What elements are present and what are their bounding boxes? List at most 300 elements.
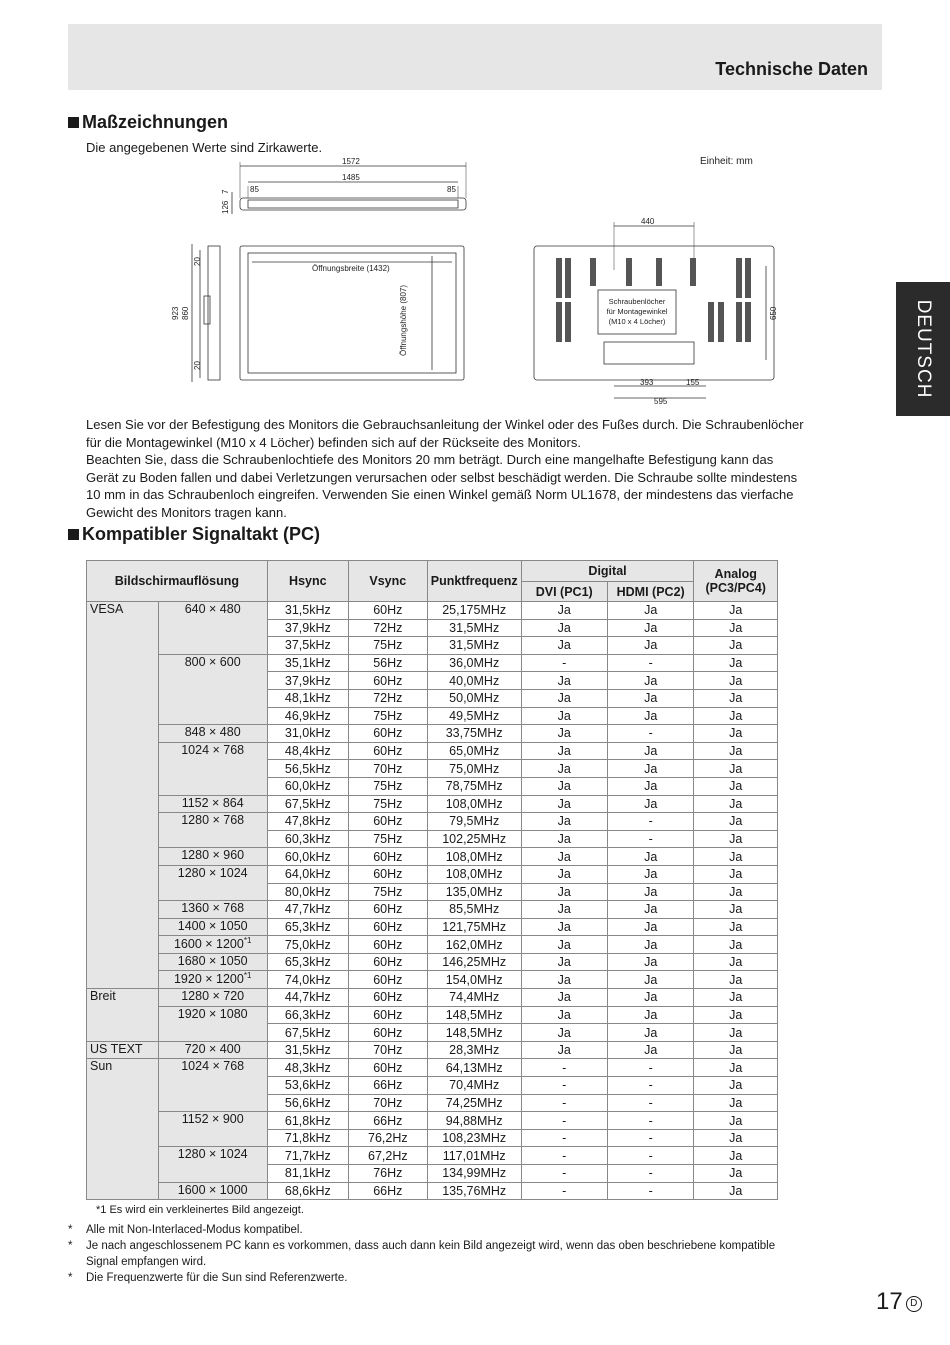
hsync-cell: 65,3kHz <box>267 953 348 971</box>
para-line: 10 mm in das Schraubenloch eingreifen. Verwenden Sie einen Winkel gemäß Norm UL1678, der mindestens das vierfache <box>86 487 794 502</box>
vsync-cell: 60Hz <box>348 901 427 919</box>
group-label: Breit <box>87 989 159 1042</box>
resolution-label: 1280 × 960 <box>181 848 245 863</box>
vsync-cell: 66Hz <box>348 1112 427 1130</box>
resolution-label: 640 × 480 <box>184 602 241 616</box>
analog-cell: Ja <box>694 813 778 831</box>
dim-7: 7 <box>221 189 230 194</box>
para-line: Lesen Sie vor der Befestigung des Monitors die Gebrauchsanleitung der Winkel oder des Fußes durch. Die Schraubenlöcher <box>86 417 804 432</box>
hdmi-cell: Ja <box>607 865 694 883</box>
para-line: Gewicht des Monitors tragen kann. <box>86 504 287 520</box>
dvi-cell: Ja <box>521 953 607 971</box>
pixel-clock-cell: 50,0MHz <box>427 689 521 707</box>
signal-table-body <box>87 602 778 1200</box>
hsync-cell: 60,3kHz <box>267 830 348 848</box>
hsync-cell: 48,4kHz <box>267 742 348 760</box>
analog-cell: Ja <box>694 1182 778 1200</box>
dvi-cell: Ja <box>521 777 607 795</box>
vsync-cell: 66Hz <box>348 1077 427 1095</box>
table-row <box>87 918 778 936</box>
vsync-cell: 75Hz <box>348 637 427 655</box>
dvi-cell: Ja <box>521 619 607 637</box>
dim-393: 393 <box>640 378 654 387</box>
dim-595: 595 <box>654 397 668 406</box>
pixel-clock-cell: 135,76MHz <box>427 1182 521 1200</box>
hsync-cell: 37,5kHz <box>267 637 348 655</box>
hdmi-cell: Ja <box>607 901 694 919</box>
analog-cell: Ja <box>694 971 778 989</box>
table-row <box>87 1059 778 1077</box>
hdmi-cell: - <box>607 1094 694 1112</box>
hdmi-cell: Ja <box>607 602 694 620</box>
resolution-cell <box>158 865 267 900</box>
dim-1485: 1485 <box>342 173 360 182</box>
hsync-cell: 68,6kHz <box>267 1182 348 1200</box>
opening-width-label: Öffnungsbreite (1432) <box>312 264 390 273</box>
vsync-cell: 60Hz <box>348 989 427 1007</box>
pixel-clock-cell: 108,23MHz <box>427 1129 521 1147</box>
hsync-cell: 48,3kHz <box>267 1059 348 1077</box>
vsync-cell: 60Hz <box>348 1006 427 1024</box>
dim-155: 155 <box>686 378 700 387</box>
hdmi-cell: Ja <box>607 689 694 707</box>
header-dvi: DVI (PC1) <box>521 582 607 602</box>
header-resolution: Bildschirmauflösung <box>87 561 268 602</box>
hdmi-cell: Ja <box>607 672 694 690</box>
analog-cell: Ja <box>694 918 778 936</box>
dvi-cell: - <box>521 1165 607 1183</box>
hsync-cell: 74,0kHz <box>267 971 348 989</box>
hdmi-cell: Ja <box>607 619 694 637</box>
hsync-cell: 66,3kHz <box>267 1006 348 1024</box>
vsync-cell: 72Hz <box>348 689 427 707</box>
analog-cell: Ja <box>694 1112 778 1130</box>
resolution-cell <box>158 901 267 919</box>
hdmi-cell: - <box>607 1129 694 1147</box>
dvi-cell: - <box>521 1112 607 1130</box>
page-number <box>876 1288 922 1316</box>
hdmi-cell: - <box>607 1165 694 1183</box>
section-heading-signal <box>68 524 320 545</box>
analog-cell: Ja <box>694 777 778 795</box>
resolution-cell <box>158 602 267 655</box>
vsync-cell: 60Hz <box>348 1024 427 1042</box>
dim-860: 860 <box>181 306 190 320</box>
para-line: Beachten Sie, dass die Schraubenlochtiefe des Monitors 20 mm beträgt. Durch eine mangelhafte Befestigung kann das <box>86 452 774 467</box>
dim-85-left: 85 <box>250 185 259 194</box>
header-hsync: Hsync <box>267 561 348 602</box>
vsync-cell: 60Hz <box>348 813 427 831</box>
pixel-clock-cell: 162,0MHz <box>427 936 521 954</box>
resolution-cell <box>158 989 267 1007</box>
dvi-cell: Ja <box>521 865 607 883</box>
resolution-label: 1280 × 768 <box>181 813 245 828</box>
hdmi-cell: Ja <box>607 883 694 901</box>
footnote-star: * <box>68 1240 73 1252</box>
analog-cell: Ja <box>694 637 778 655</box>
vsync-cell: 60Hz <box>348 918 427 936</box>
header-vsync: Vsync <box>348 561 427 602</box>
analog-cell: Ja <box>694 1024 778 1042</box>
resolution-label: 1280 × 1024 <box>177 865 248 880</box>
pixel-clock-cell: 148,5MHz <box>427 1024 521 1042</box>
screw-label-1: Schraubenlöcher <box>608 297 666 306</box>
header-hdmi: HDMI (PC2) <box>607 582 694 602</box>
table-row <box>87 865 778 883</box>
section-heading-dimensions <box>68 112 228 133</box>
analog-cell: Ja <box>694 795 778 813</box>
resolution-cell <box>158 654 267 724</box>
pixel-clock-cell: 79,5MHz <box>427 813 521 831</box>
approx-note: Die angegebenen Werte sind Zirkawerte. <box>86 140 323 155</box>
header-analog <box>694 561 778 602</box>
vsync-cell: 75Hz <box>348 795 427 813</box>
hsync-cell: 60,0kHz <box>267 848 348 866</box>
vsync-cell: 75Hz <box>348 830 427 848</box>
resolution-cell <box>158 725 267 743</box>
resolution-label: 1400 × 1050 <box>177 918 248 933</box>
para-line: für die Montagewinkel (M10 x 4 Löcher) befinden sich auf der Rückseite des Monitors. <box>86 434 581 450</box>
analog-cell: Ja <box>694 689 778 707</box>
bullet-square-icon <box>68 529 79 540</box>
pixel-clock-cell: 70,4MHz <box>427 1077 521 1095</box>
hsync-cell: 37,9kHz <box>267 672 348 690</box>
resolution-label: 1360 × 768 <box>181 901 245 916</box>
vsync-cell: 76,2Hz <box>348 1129 427 1147</box>
dvi-cell: Ja <box>521 672 607 690</box>
screw-label-3: (M10 x 4 Löcher) <box>608 317 666 326</box>
pixel-clock-cell: 102,25MHz <box>427 830 521 848</box>
resolution-cell <box>158 1041 267 1059</box>
vsync-cell: 75Hz <box>348 777 427 795</box>
dvi-cell: Ja <box>521 848 607 866</box>
analog-cell: Ja <box>694 1147 778 1165</box>
vsync-cell: 60Hz <box>348 602 427 620</box>
page-number-text: 17 <box>876 1288 903 1315</box>
footnote-text <box>86 1239 886 1270</box>
analog-cell: Ja <box>694 989 778 1007</box>
analog-cell: Ja <box>694 1059 778 1077</box>
hdmi-cell: - <box>607 654 694 672</box>
hdmi-cell: Ja <box>607 742 694 760</box>
vsync-cell: 60Hz <box>348 848 427 866</box>
hsync-cell: 75,0kHz <box>267 936 348 954</box>
dim-923: 923 <box>171 306 180 320</box>
dvi-cell: Ja <box>521 971 607 989</box>
pixel-clock-cell: 36,0MHz <box>427 654 521 672</box>
bullet-square-icon <box>68 117 79 128</box>
hdmi-cell: Ja <box>607 637 694 655</box>
hsync-cell: 67,5kHz <box>267 795 348 813</box>
resolution-cell <box>158 953 267 971</box>
pixel-clock-cell: 28,3MHz <box>427 1041 521 1059</box>
pixel-clock-cell: 65,0MHz <box>427 742 521 760</box>
dvi-cell: Ja <box>521 918 607 936</box>
vsync-cell: 70Hz <box>348 1041 427 1059</box>
resolution-cell <box>158 1112 267 1147</box>
table-row <box>87 1182 778 1200</box>
hdmi-cell: - <box>607 813 694 831</box>
language-tab-label: DEUTSCH <box>913 299 934 399</box>
resolution-label: 1600 × 1200 <box>173 937 244 952</box>
resolution-cell <box>158 1182 267 1200</box>
dvi-cell: Ja <box>521 795 607 813</box>
table-row <box>87 1041 778 1059</box>
pixel-clock-cell: 134,99MHz <box>427 1165 521 1183</box>
hdmi-cell: Ja <box>607 760 694 778</box>
analog-cell: Ja <box>694 883 778 901</box>
page-title: Technische Daten <box>715 59 868 79</box>
footnote-star: * <box>68 1272 73 1284</box>
resolution-cell <box>158 936 267 954</box>
pixel-clock-cell: 78,75MHz <box>427 777 521 795</box>
analog-cell: Ja <box>694 1165 778 1183</box>
language-mark-icon: D <box>906 1296 922 1312</box>
hsync-cell: 31,5kHz <box>267 1041 348 1059</box>
hdmi-cell: Ja <box>607 1024 694 1042</box>
hdmi-cell: Ja <box>607 1006 694 1024</box>
footnote-star: * <box>68 1224 73 1236</box>
dvi-cell: Ja <box>521 637 607 655</box>
pixel-clock-cell: 74,4MHz <box>427 989 521 1007</box>
hsync-cell: 61,8kHz <box>267 1112 348 1130</box>
resolution-cell <box>158 971 267 989</box>
hsync-cell: 31,0kHz <box>267 725 348 743</box>
vsync-cell: 60Hz <box>348 971 427 989</box>
resolution-cell <box>158 1006 267 1041</box>
analog-cell: Ja <box>694 760 778 778</box>
analog-cell: Ja <box>694 1077 778 1095</box>
analog-cell: Ja <box>694 672 778 690</box>
dvi-cell: Ja <box>521 760 607 778</box>
resolution-cell <box>158 1147 267 1182</box>
dvi-cell: Ja <box>521 742 607 760</box>
hsync-cell: 47,8kHz <box>267 813 348 831</box>
resolution-label: 1680 × 1050 <box>177 953 248 968</box>
hdmi-cell: Ja <box>607 936 694 954</box>
vsync-cell: 60Hz <box>348 865 427 883</box>
hdmi-cell: - <box>607 1147 694 1165</box>
resolution-cell <box>158 848 267 866</box>
hsync-cell: 35,1kHz <box>267 654 348 672</box>
resolution-cell <box>158 795 267 813</box>
vsync-cell: 70Hz <box>348 760 427 778</box>
table-row <box>87 813 778 831</box>
pixel-clock-cell: 108,0MHz <box>427 848 521 866</box>
footnote-star1: *1 Es wird ein verkleinertes Bild angezeigt. <box>96 1204 304 1216</box>
dvi-cell: Ja <box>521 830 607 848</box>
group-label: VESA <box>87 602 159 989</box>
dvi-cell: Ja <box>521 813 607 831</box>
footnote-ref: *1 <box>243 971 252 981</box>
analog-cell: Ja <box>694 742 778 760</box>
vsync-cell: 60Hz <box>348 936 427 954</box>
header-analog-label: Analog <box>714 567 757 581</box>
hsync-cell: 65,3kHz <box>267 918 348 936</box>
footnote-item <box>68 1239 776 1268</box>
pixel-clock-cell: 108,0MHz <box>427 865 521 883</box>
pixel-clock-cell: 94,88MHz <box>427 1112 521 1130</box>
analog-cell: Ja <box>694 1094 778 1112</box>
mounting-paragraph <box>86 416 886 521</box>
vsync-cell: 60Hz <box>348 725 427 743</box>
resolution-cell <box>158 813 267 848</box>
vsync-cell: 75Hz <box>348 883 427 901</box>
hdmi-cell: - <box>607 1077 694 1095</box>
resolution-label: 1920 × 1080 <box>177 1006 248 1021</box>
footnote-text: Alle mit Non-Interlaced-Modus kompatibel. <box>86 1224 303 1236</box>
pixel-clock-cell: 33,75MHz <box>427 725 521 743</box>
group-label: US TEXT <box>87 1041 159 1059</box>
hdmi-cell: - <box>607 830 694 848</box>
analog-cell: Ja <box>694 602 778 620</box>
dimension-drawing <box>160 152 800 408</box>
vsync-cell: 60Hz <box>348 953 427 971</box>
footnote-item <box>68 1223 303 1239</box>
pixel-clock-cell: 31,5MHz <box>427 619 521 637</box>
dim-650: 650 <box>769 306 778 320</box>
hsync-cell: 71,8kHz <box>267 1129 348 1147</box>
resolution-label: 720 × 400 <box>184 1041 241 1056</box>
hdmi-cell: - <box>607 725 694 743</box>
pixel-clock-cell: 146,25MHz <box>427 953 521 971</box>
analog-cell: Ja <box>694 1129 778 1147</box>
analog-cell: Ja <box>694 936 778 954</box>
vsync-cell: 60Hz <box>348 1059 427 1077</box>
vsync-cell: 76Hz <box>348 1165 427 1183</box>
table-row <box>87 1147 778 1165</box>
hdmi-cell: Ja <box>607 848 694 866</box>
pixel-clock-cell: 108,0MHz <box>427 795 521 813</box>
hsync-cell: 31,5kHz <box>267 602 348 620</box>
dvi-cell: Ja <box>521 725 607 743</box>
resolution-label: 800 × 600 <box>184 654 241 669</box>
dvi-cell: Ja <box>521 1024 607 1042</box>
table-row <box>87 971 778 989</box>
pixel-clock-cell: 31,5MHz <box>427 637 521 655</box>
vsync-cell: 60Hz <box>348 672 427 690</box>
dvi-cell: Ja <box>521 1041 607 1059</box>
table-row <box>87 953 778 971</box>
hsync-cell: 64,0kHz <box>267 865 348 883</box>
resolution-label: 848 × 480 <box>184 725 241 740</box>
analog-cell: Ja <box>694 619 778 637</box>
hdmi-cell: Ja <box>607 989 694 1007</box>
hdmi-cell: Ja <box>607 971 694 989</box>
dvi-cell: - <box>521 1059 607 1077</box>
analog-cell: Ja <box>694 725 778 743</box>
signal-timing-table <box>86 560 778 1200</box>
resolution-label: 1280 × 1024 <box>177 1147 248 1162</box>
resolution-label: 1152 × 900 <box>181 1112 244 1127</box>
table-row <box>87 795 778 813</box>
hdmi-cell: - <box>607 1182 694 1200</box>
table-row <box>87 602 778 620</box>
section-heading-text: Maßzeichnungen <box>82 112 229 132</box>
header-pixel-clock: Punktfrequenz <box>427 561 521 602</box>
dvi-cell: Ja <box>521 883 607 901</box>
dvi-cell: Ja <box>521 901 607 919</box>
screw-label-2: für Montagewinkel <box>606 307 668 316</box>
resolution-label: 1024 × 768 <box>181 1059 245 1074</box>
table-row <box>87 1006 778 1024</box>
header-band <box>68 24 882 90</box>
pixel-clock-cell: 148,5MHz <box>427 1006 521 1024</box>
table-row <box>87 989 778 1007</box>
dvi-cell: Ja <box>521 689 607 707</box>
resolution-label: 1920 × 1200 <box>173 972 244 987</box>
analog-cell: Ja <box>694 1006 778 1024</box>
analog-cell: Ja <box>694 830 778 848</box>
hdmi-cell: Ja <box>607 795 694 813</box>
dvi-cell: Ja <box>521 707 607 725</box>
resolution-label: 1024 × 768 <box>181 742 245 757</box>
footnote-text: Die Frequenzwerte für die Sun sind Referenzwerte. <box>86 1272 348 1284</box>
vsync-cell: 72Hz <box>348 619 427 637</box>
hsync-cell: 56,5kHz <box>267 760 348 778</box>
vsync-cell: 56Hz <box>348 654 427 672</box>
footnote-ref: *1 <box>243 936 252 946</box>
section-heading-text: Kompatibler Signaltakt (PC) <box>82 524 321 544</box>
analog-cell: Ja <box>694 953 778 971</box>
hdmi-cell: Ja <box>607 1041 694 1059</box>
hsync-cell: 37,9kHz <box>267 619 348 637</box>
vsync-cell: 67,2Hz <box>348 1147 427 1165</box>
table-row <box>87 654 778 672</box>
vsync-cell: 70Hz <box>348 1094 427 1112</box>
header-digital: Digital <box>521 561 694 582</box>
pixel-clock-cell: 64,13MHz <box>427 1059 521 1077</box>
pixel-clock-cell: 117,01MHz <box>427 1147 521 1165</box>
vsync-cell: 66Hz <box>348 1182 427 1200</box>
dim-20-top: 20 <box>193 257 202 266</box>
pixel-clock-cell: 121,75MHz <box>427 918 521 936</box>
dvi-cell: Ja <box>521 989 607 1007</box>
hsync-cell: 53,6kHz <box>267 1077 348 1095</box>
analog-cell: Ja <box>694 654 778 672</box>
hsync-cell: 44,7kHz <box>267 989 348 1007</box>
hdmi-cell: - <box>607 1112 694 1130</box>
resolution-cell <box>158 742 267 795</box>
resolution-label: 1280 × 720 <box>181 989 245 1004</box>
pixel-clock-cell: 40,0MHz <box>427 672 521 690</box>
analog-cell: Ja <box>694 1041 778 1059</box>
analog-cell: Ja <box>694 707 778 725</box>
opening-height-label: Öffnungshöhe (807) <box>399 284 408 356</box>
analog-cell: Ja <box>694 848 778 866</box>
dvi-cell: - <box>521 1077 607 1095</box>
hsync-cell: 56,6kHz <box>267 1094 348 1112</box>
pixel-clock-cell: 49,5MHz <box>427 707 521 725</box>
hsync-cell: 81,1kHz <box>267 1165 348 1183</box>
dim-20-bottom: 20 <box>193 361 202 370</box>
table-row <box>87 725 778 743</box>
resolution-label: 1600 × 1000 <box>177 1182 248 1197</box>
pixel-clock-cell: 135,0MHz <box>427 883 521 901</box>
vsync-cell: 75Hz <box>348 707 427 725</box>
language-tab <box>896 282 950 416</box>
hsync-cell: 60,0kHz <box>267 777 348 795</box>
resolution-cell <box>158 1059 267 1112</box>
para-line: Gerät zu Boden fallen und dabei Verletzungen verursachen oder selbst beschädigt werden. Die Schraube sollte mindestens <box>86 469 798 485</box>
hsync-cell: 46,9kHz <box>267 707 348 725</box>
footnote-text-line: Je nach angeschlossenem PC kann es vorkommen, dass auch dann kein Bild angezeigt wird, wenn das oben beschriebene kompatible <box>86 1240 776 1252</box>
dvi-cell: - <box>521 654 607 672</box>
vsync-cell: 60Hz <box>348 742 427 760</box>
dvi-cell: Ja <box>521 602 607 620</box>
hdmi-cell: Ja <box>607 777 694 795</box>
hsync-cell: 80,0kHz <box>267 883 348 901</box>
